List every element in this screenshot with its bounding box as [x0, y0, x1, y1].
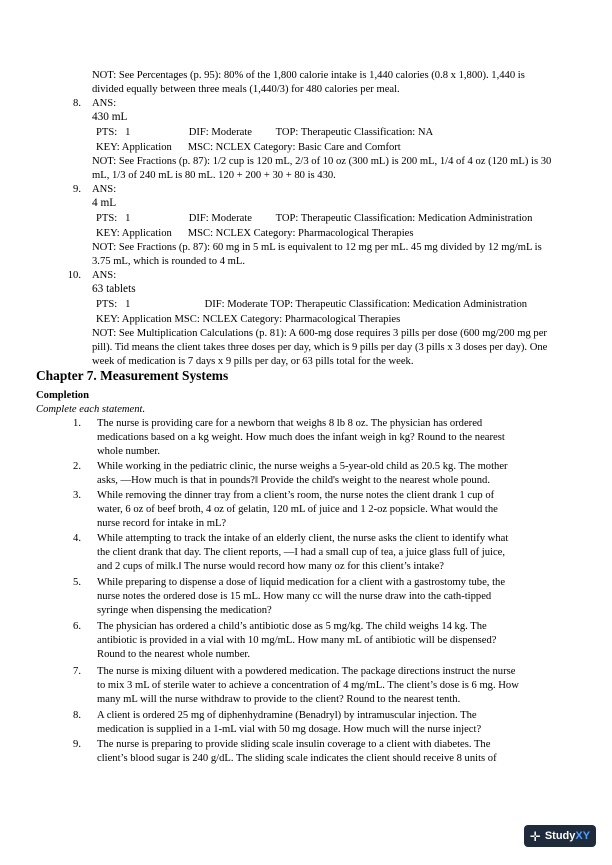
- answer-meta: PTS: 1 DIF: Moderate TOP: Therapeutic Classification: Medication Administration: [96, 299, 528, 310]
- question-line: While attempting to track the intake of an elderly client, the nurse asks the client to identify what: [97, 533, 509, 544]
- answer-number: 8.: [73, 98, 81, 109]
- question-line: While working in the pediatric clinic, the nurse weighs a 5-year-old child as 20.5 kg. The mother: [97, 461, 508, 472]
- answer-meta: PTS: 1 DIF: Moderate TOP: Therapeutic Classification: NA: [96, 127, 434, 138]
- answer-label: ANS:: [92, 98, 117, 109]
- question-number: 9.: [73, 739, 81, 750]
- plus-icon: ✛: [529, 828, 541, 844]
- question-line: the client drank that day. The client reports, ―I had a small cup of tea, a juice glass full of juice,: [97, 547, 506, 558]
- question-line: water, 6 oz of beef broth, 4 oz of gelatin, 120 mL of juice and 1 2-oz popsicle. What would the: [97, 504, 498, 515]
- answer-note-line: divided equally between three meals (1,440/3) for 480 calories per meal.: [92, 84, 400, 95]
- question-number: 4.: [73, 533, 81, 544]
- answer-label: ANS:: [92, 270, 117, 281]
- question-line: The nurse is mixing diluent with a powdered medication. The package directions instruct the nurse: [97, 666, 516, 677]
- section-instruction: Complete each statement.: [36, 404, 146, 415]
- studyxy-badge[interactable]: [524, 825, 596, 847]
- question-line: medications based on a kg weight. How much does the infant weigh in kg? Round to the nearest: [97, 432, 505, 443]
- answer-label: ANS:: [92, 184, 117, 195]
- answer-meta: KEY: Application MSC: NCLEX Category: Basic Care and Comfort: [96, 142, 401, 153]
- question-number: 3.: [73, 490, 81, 501]
- question-line: syringe when dispensing the medication?: [97, 605, 272, 616]
- question-line: antibiotic is provided in a vial with 10 mg/mL. How many mL of antibiotic will be dispensed?: [97, 635, 497, 646]
- question-line: The physician has ordered a child’s antibiotic dose as 5 mg/kg. The child weighs 14 kg. The: [97, 621, 487, 632]
- badge-suffix: XY: [575, 829, 591, 842]
- question-number: 6.: [73, 621, 81, 632]
- answer-note-line: NOT: See Percentages (p. 95): 80% of the 1,800 calorie intake is 1,440 calories (0.8 x 1,800). 1,440 is: [92, 70, 525, 81]
- question-line: client’s blood sugar is 240 g/dL. The sliding scale indicates the client should receive 8 units of: [97, 753, 497, 764]
- question-number: 1.: [73, 418, 81, 429]
- section-heading: Completion: [36, 390, 89, 401]
- question-number: 5.: [73, 577, 81, 588]
- question-line: nurse record for intake in mL?: [97, 518, 227, 529]
- question-line: to mix 3 mL of sterile water to achieve a concentration of 4 mg/mL. The client’s dose is 6 mg. How: [97, 680, 519, 691]
- question-line: Round to the nearest whole number.: [97, 649, 250, 660]
- question-line: nurse notes the ordered dose is 15 mL. How many cc will the nurse draw into the cath-tipped: [97, 591, 492, 602]
- question-line: The nurse is providing care for a newborn that weighs 8 lb 8 oz. The physician has ordered: [97, 418, 483, 429]
- question-number: 2.: [73, 461, 81, 472]
- answer-number: 10.: [67, 270, 81, 281]
- answer-note-line: week of medication is 7 days x 9 pills per day, or 63 pills total for the week.: [92, 356, 414, 367]
- badge-prefix: Study: [544, 829, 576, 842]
- answer-note-line: NOT: See Multiplication Calculations (p. 81): A 600-mg dose requires 3 pills per dose (600 mg/200 mg per: [92, 328, 547, 339]
- answer-meta: KEY: Application MSC: NCLEX Category: Pharmacological Therapies: [96, 228, 414, 239]
- answer-note-line: NOT: See Fractions (p. 87): 60 mg in 5 mL is equivalent to 12 mg per mL. 45 mg divided by 12 mg/mL is: [92, 242, 542, 253]
- answer-meta: PTS: 1 DIF: Moderate TOP: Therapeutic Classification: Medication Administration: [96, 213, 533, 224]
- answer-note-line: pill). Tid means the client takes three doses per day, which is 9 pills per day (3 pills x 3 doses per day). One: [92, 342, 548, 353]
- question-number: 8.: [73, 710, 81, 721]
- question-line: The nurse is preparing to provide sliding scale insulin coverage to a client with diabetes. The: [97, 739, 491, 750]
- question-line: medication is supplied in a 1-mL vial with 50 mg dosage. How much will the nurse inject?: [97, 724, 482, 735]
- question-line: many mL will the nurse withdraw to provide to the client? Round to the nearest tenth.: [97, 694, 461, 705]
- answer-number: 9.: [73, 184, 81, 195]
- question-line: A client is ordered 25 mg of diphenhydramine (Benadryl) by intramuscular injection. The: [97, 710, 477, 721]
- answer-value: 4 mL: [92, 197, 117, 209]
- answer-note-line: mL, 1/3 of 240 mL is 80 mL. 120 + 200 + 30 + 80 is 430.: [92, 170, 336, 181]
- question-line: While removing the dinner tray from a client’s room, the nurse notes the client drank 1 cup of: [97, 490, 495, 501]
- answer-meta: KEY: Application MSC: NCLEX Category: Pharmacological Therapies: [96, 314, 401, 325]
- answer-note-line: 3.75 mL, which is rounded to 4 mL.: [92, 256, 246, 267]
- answer-value: 430 mL: [92, 111, 128, 123]
- question-line: and 2 cups of milk.‖ The nurse would record how many oz for this client’s intake?: [97, 561, 444, 572]
- question-line: While preparing to dispense a dose of liquid medication for a client with a gastrostomy tube, the: [97, 577, 506, 588]
- question-number: 7.: [73, 666, 81, 677]
- chapter-title: Chapter 7. Measurement Systems: [36, 368, 229, 383]
- answer-value: 63 tablets: [92, 283, 136, 295]
- question-line: whole number.: [97, 446, 160, 457]
- answer-note-line: NOT: See Fractions (p. 87): 1/2 cup is 120 mL, 2/3 of 10 oz (300 mL) is 200 mL, 1/4 of 4 oz (120 mL) is 30: [92, 156, 552, 167]
- question-line: asks, ―How much is that in pounds?‖ Provide the child's weight to the nearest whole pound.: [97, 475, 490, 486]
